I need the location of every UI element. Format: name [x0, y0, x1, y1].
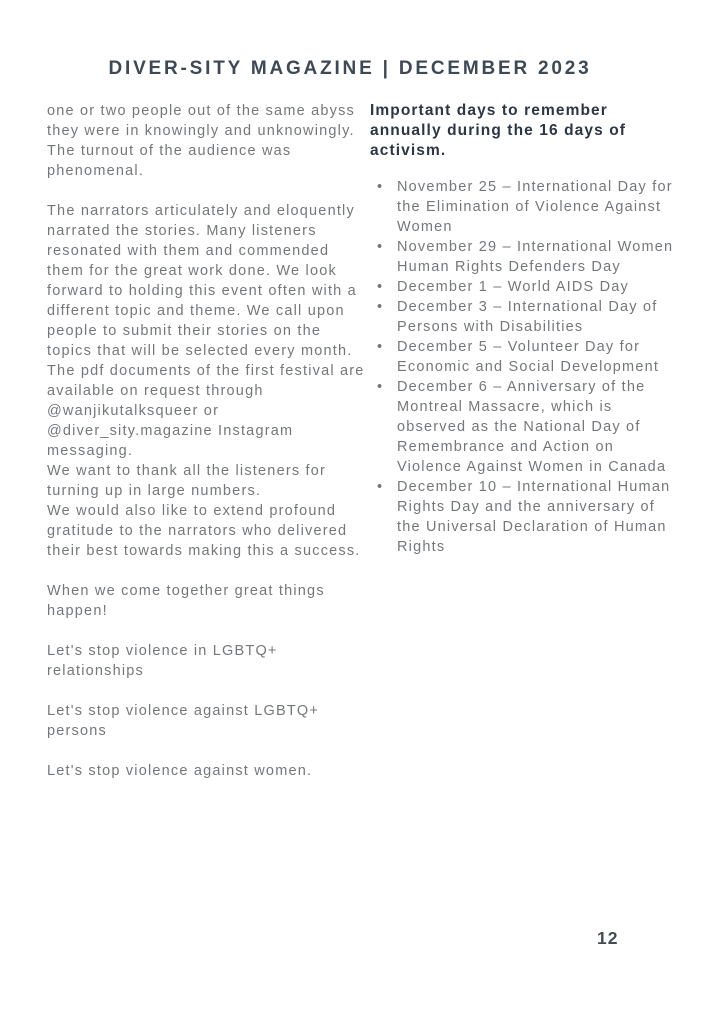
bullet-icon: •: [377, 379, 384, 395]
article-left-column: [47, 101, 365, 781]
article-paragraph: Let's stop violence against women.: [47, 763, 313, 779]
list-item: [370, 277, 682, 297]
list-item-text: November 29 – International Women Human Rights Defenders Day: [397, 239, 674, 275]
important-days-list: [370, 177, 682, 557]
article-paragraph: We want to thank all the listeners for turning up in large numbers.: [47, 463, 327, 499]
page-number: 12: [597, 928, 619, 948]
list-item-text: December 10 – International Human Rights Day and the anniversary of the Universal Declaration of Human Rights: [397, 479, 671, 555]
bullet-icon: •: [377, 279, 384, 295]
bullet-icon: •: [377, 339, 384, 355]
article-paragraph: Let's stop violence in LGBTQ+ relationships: [47, 643, 278, 679]
list-item-text: December 5 – Volunteer Day for Economic and Social Development: [397, 339, 660, 375]
article-paragraph: We would also like to extend profound gratitude to the narrators who delivered their best towards making this a success.: [47, 503, 361, 559]
list-item: [370, 377, 682, 477]
page-title: DIVER-SITY MAGAZINE | DECEMBER 2023: [108, 58, 592, 79]
article-paragraph: The narrators articulately and eloquently narrated the stories. Many listeners resonated with them and commended them for the great work done. We look forward to holding this event often with a different topic and theme. We call upon people to submit their stories on the topics that will be selected every month. The pdf documents of the first festival are available on request through @wanjikutalksqueer or @diver_sity.magazine Instagram messaging.: [47, 203, 365, 459]
list-item-text: December 3 – International Day of Persons with Disabilities: [397, 299, 658, 335]
important-days-heading: Important days to remember annually during the 16 days of activism.: [370, 102, 627, 159]
bullet-icon: •: [377, 239, 384, 255]
article-paragraph: Let's stop violence against LGBTQ+ persons: [47, 703, 320, 739]
list-item-text: December 6 – Anniversary of the Montreal Massacre, which is observed as the National Day of Remembrance and Action on Violence Against Women in Canada: [397, 379, 667, 475]
list-item-text: December 1 – World AIDS Day: [397, 279, 629, 295]
list-item: [370, 337, 682, 377]
bullet-icon: •: [377, 179, 384, 195]
bullet-icon: •: [377, 479, 384, 495]
list-item: [370, 237, 682, 277]
list-item-text: November 25 – International Day for the Elimination of Violence Against Women: [397, 179, 673, 235]
list-item: [370, 477, 682, 557]
list-item: [370, 177, 682, 237]
list-item: [370, 297, 682, 337]
article-paragraph: one or two people out of the same abyss they were in knowingly and unknowingly. The turnout of the audience was phenomenal.: [47, 103, 355, 179]
sidebar-right-column: [370, 101, 682, 781]
content-columns: [0, 80, 724, 781]
article-paragraph: When we come together great things happen!: [47, 583, 325, 619]
bullet-icon: •: [377, 299, 384, 315]
